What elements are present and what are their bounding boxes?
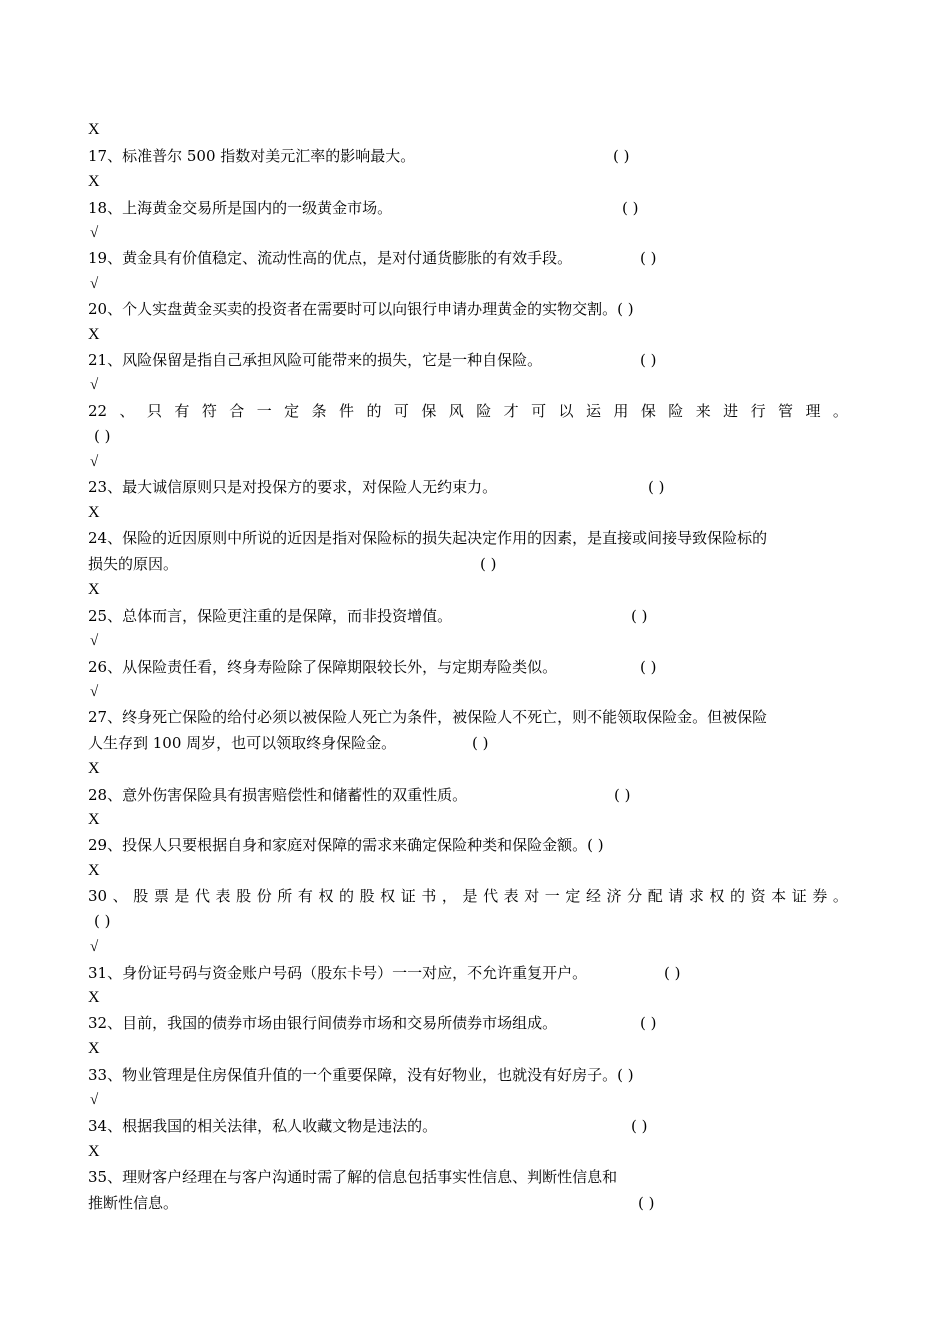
question-18: 18、上海黄金交易所是国内的一级黄金市场。: [88, 199, 393, 217]
answer-bracket-27: ( ): [472, 734, 489, 752]
answer-23: X: [88, 504, 100, 521]
answer-31: X: [88, 989, 100, 1006]
answer-28: X: [88, 811, 100, 828]
answer-27: X: [88, 760, 100, 777]
answer-19: √: [90, 276, 99, 292]
question-35-line1: 35、理财客户经理在与客户沟通时需了解的信息包括事实性信息、判断性信息和: [88, 1168, 618, 1186]
answer-bracket-23: ( ): [648, 478, 665, 496]
answer-17: X: [88, 173, 100, 190]
question-32: 32、目前，我国的债券市场由银行间债券市场和交易所债券市场组成。: [88, 1014, 558, 1032]
answer-bracket-22: ( ): [94, 427, 111, 445]
question-20: 20、个人实盘黄金买卖的投资者在需要时可以向银行申请办理黄金的实物交割。( ): [88, 300, 634, 318]
question-17: 17、标准普尔 500 指数对美元汇率的影响最大。: [88, 147, 416, 165]
question-19: 19、黄金具有价值稳定、流动性高的优点，是对付通货膨胀的有效手段。: [88, 249, 573, 267]
answer-18: √: [90, 225, 99, 241]
answer-21: √: [90, 377, 99, 393]
answer-30: √: [90, 939, 99, 955]
question-30: 30 、 股 票 是 代 表 股 份 所 有 权 的 股 权 证 书 ， 是 代 表 对 一 定 经 济 分 配 请 求 权 的 资 本 证 券 。: [88, 887, 848, 905]
answer-bracket-18: ( ): [622, 199, 639, 217]
question-27-line1: 27、终身死亡保险的给付必须以被保险人死亡为条件，被保险人不死亡，则不能领取保险金。但被保险: [88, 708, 768, 726]
question-24-line2: 损失的原因。: [88, 555, 179, 573]
answer-22: √: [90, 454, 99, 470]
question-28: 28、意外伤害保险具有损害赔偿性和储蓄性的双重性质。: [88, 786, 468, 804]
answer-bracket-26: ( ): [640, 658, 657, 676]
answer-bracket-35: ( ): [638, 1194, 655, 1212]
question-25: 25、总体而言，保险更注重的是保障，而非投资增值。: [88, 607, 453, 625]
answer-32: X: [88, 1040, 100, 1057]
answer-25: √: [90, 633, 99, 649]
answer-bracket-28: ( ): [614, 786, 631, 804]
question-21: 21、风险保留是指自己承担风险可能带来的损失，它是一种自保险。: [88, 351, 543, 369]
answer-bracket-31: ( ): [664, 964, 681, 982]
answer-bracket-25: ( ): [631, 607, 648, 625]
answer-20: X: [88, 326, 100, 343]
question-35-line2: 推断性信息。: [88, 1194, 179, 1212]
answer-34: X: [88, 1143, 100, 1160]
answer-bracket-32: ( ): [640, 1014, 657, 1032]
answer-24: X: [88, 581, 100, 598]
answer-bracket-30: ( ): [94, 912, 111, 930]
answer-16: X: [88, 121, 100, 138]
answer-bracket-17: ( ): [613, 147, 630, 165]
answer-26: √: [90, 684, 99, 700]
answer-33: √: [90, 1092, 99, 1108]
question-26: 26、从保险责任看，终身寿险除了保障期限较长外，与定期寿险类似。: [88, 658, 558, 676]
question-34: 34、根据我国的相关法律，私人收藏文物是违法的。: [88, 1117, 438, 1135]
answer-bracket-34: ( ): [631, 1117, 648, 1135]
answer-bracket-21: ( ): [640, 351, 657, 369]
question-27-line2: 人生存到 100 周岁，也可以领取终身保险金。: [88, 734, 397, 752]
answer-bracket-19: ( ): [640, 249, 657, 267]
question-29: 29、投保人只要根据自身和家庭对保障的需求来确定保险种类和保险金额。( ): [88, 836, 604, 854]
question-23: 23、最大诚信原则只是对投保方的要求，对保险人无约束力。: [88, 478, 498, 496]
question-22: 22 、 只 有 符 合 一 定 条 件 的 可 保 风 险 才 可 以 运 用 保 险 来 进 行 管 理 。: [88, 402, 848, 420]
question-24-line1: 24、保险的近因原则中所说的近因是指对保险标的损失起决定作用的因素，是直接或间接导致保险标的: [88, 529, 768, 547]
question-33: 33、物业管理是住房保值升值的一个重要保障，没有好物业，也就没有好房子。( ): [88, 1066, 634, 1084]
answer-29: X: [88, 862, 100, 879]
answer-bracket-24: ( ): [480, 555, 497, 573]
question-31: 31、身份证号码与资金账户号码（股东卡号）一一对应，不允许重复开户。: [88, 964, 588, 982]
